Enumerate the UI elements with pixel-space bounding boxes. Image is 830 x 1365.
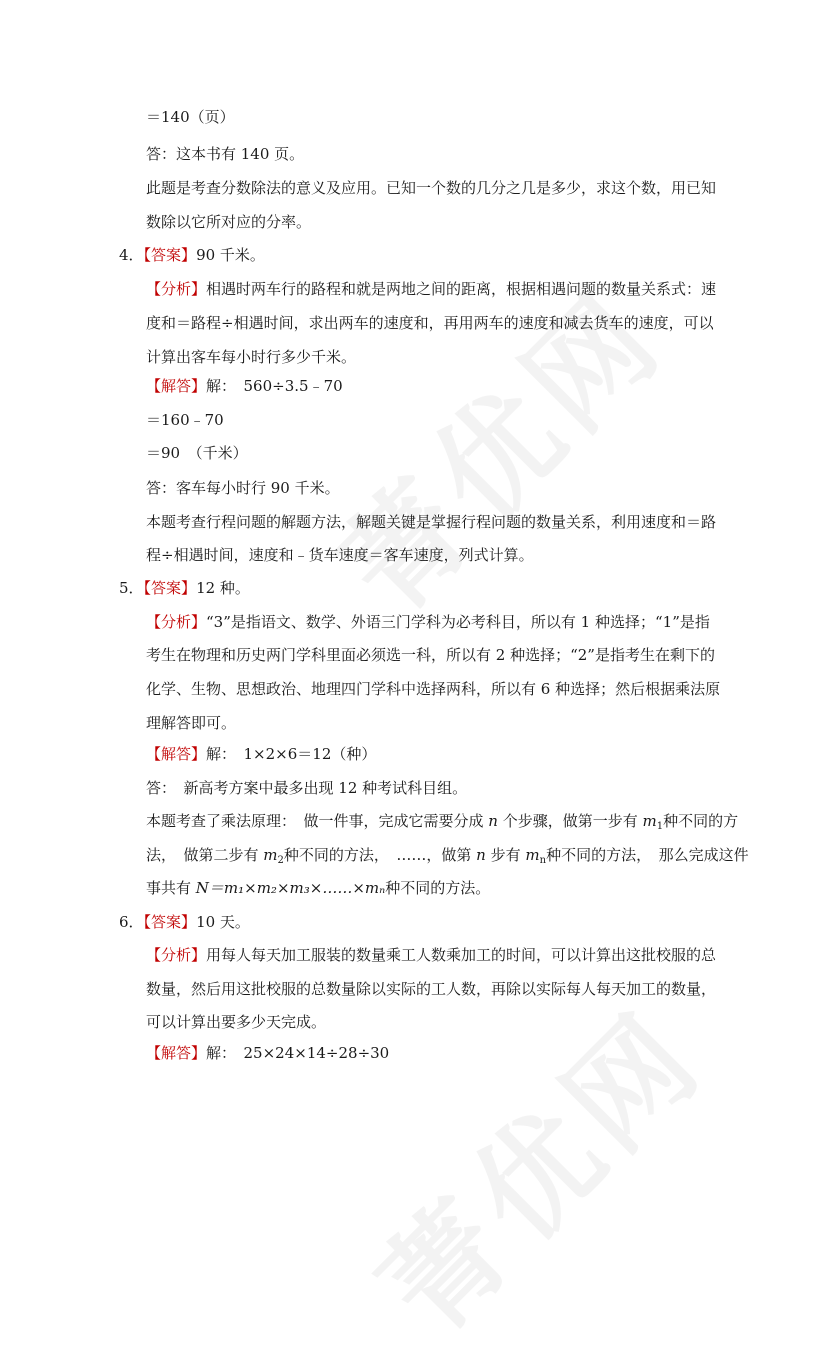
comment-text: 种不同的方	[663, 812, 739, 830]
analysis-tag: 【分析】	[146, 946, 207, 964]
question-number: 4．	[119, 246, 144, 264]
analysis-line	[146, 279, 716, 299]
var-N: N	[195, 879, 209, 897]
comment-text: 本题考查了乘法原理： 做一件事，完成它需要分成	[146, 812, 489, 830]
analysis-line: 理解答即可。	[146, 714, 237, 732]
question-4-answer	[119, 245, 265, 265]
comment-line: 此题是考查分数除法的意义及应用。已知一个数的几分之几是多少，求这个数，用已知	[146, 179, 717, 197]
answer-line: 答：这本书有 140 页。	[146, 145, 305, 163]
calc-line: ＝140（页）	[146, 108, 235, 126]
answer-line: 答：客车每小时行 90 千米。	[146, 479, 340, 497]
var-m: m	[525, 846, 540, 864]
answer-tag: 【答案】	[143, 579, 197, 597]
answer-text: 12 种。	[196, 579, 250, 597]
analysis-line: 考生在物理和历史两门学科里面必须选一科，所以有 2 种选择；“2”是指考生在剩下的	[146, 646, 715, 664]
solution-tag: 【解答】	[146, 745, 207, 763]
comment-text: 事共有	[146, 879, 196, 897]
var-n: n	[488, 812, 498, 830]
answer-tag: 【答案】	[143, 246, 197, 264]
comment-line	[146, 845, 749, 871]
comment-line: 程÷相遇时间，速度和﹣货车速度＝客车速度，列式计算。	[146, 546, 534, 564]
question-5-answer	[119, 578, 250, 598]
analysis-line: 化学、生物、思想政治、地理四门学科中选择两科，所以有 6 种选择；然后根据乘法原	[146, 680, 721, 698]
solution-line	[146, 376, 343, 396]
analysis-line: 数量，然后用这批校服的总数量除以实际的工人数，再除以实际每人每天加工的数量，	[146, 980, 717, 998]
watermark-bottom	[336, 967, 733, 1364]
comment-line: 数除以它所对应的分率。	[146, 213, 312, 231]
solution-line	[146, 744, 376, 764]
comment-text: 种不同的方法， 那么完成这件	[546, 846, 749, 864]
analysis-tag: 【分析】	[146, 280, 207, 298]
analysis-tag: 【分析】	[146, 613, 207, 631]
comment-text: 个步骤，做第一步有	[497, 812, 643, 830]
formula: ＝m₁×m₂×m₃×……×mₙ	[208, 879, 386, 897]
solution-line: ＝160﹣70	[146, 411, 224, 429]
comment-text: 种不同的方法。	[385, 879, 491, 897]
analysis-text: “3”是指语文、数学、外语三门学科为必考科目，所以有 1 种选择；“1”是指	[206, 613, 710, 631]
subscript: 1	[656, 821, 664, 832]
answer-line: 答： 新高考方案中最多出现 12 种考试科目组。	[146, 779, 468, 797]
question-6-answer	[119, 912, 250, 932]
solution-text: 解： 560÷3.5﹣70	[206, 377, 343, 395]
solution-text: 解： 1×2×6＝12（种）	[206, 745, 377, 763]
solution-text: 解： 25×24×14÷28÷30	[206, 1044, 390, 1062]
question-number: 6．	[119, 913, 144, 931]
answer-text: 90 千米。	[196, 246, 265, 264]
var-n: n	[476, 846, 486, 864]
subscript: 2	[277, 855, 284, 866]
analysis-text: 相遇时两车行的路程和就是两地之间的距离，根据相遇问题的数量关系式：速	[206, 280, 717, 298]
analysis-line: 计算出客车每小时行多少千米。	[146, 348, 357, 366]
solution-tag: 【解答】	[146, 377, 207, 395]
comment-line	[146, 811, 738, 837]
var-m: m	[642, 812, 657, 830]
analysis-line	[146, 612, 710, 632]
comment-line	[146, 878, 490, 898]
solution-line: ＝90 （千米）	[146, 444, 248, 462]
analysis-line: 可以计算出要多少天完成。	[146, 1013, 327, 1031]
comment-text: 步有	[485, 846, 526, 864]
answer-text: 10 天。	[196, 913, 250, 931]
analysis-text: 用每人每天加工服装的数量乘工人数乘加工的时间，可以计算出这批校服的总	[206, 946, 717, 964]
comment-text: 种不同的方法， ……，做第	[283, 846, 477, 864]
solution-tag: 【解答】	[146, 1044, 207, 1062]
comment-line: 本题考查行程问题的解题方法，解题关键是掌握行程问题的数量关系，利用速度和＝路	[146, 513, 717, 531]
comment-text: 法， 做第二步有	[146, 846, 264, 864]
analysis-line: 度和＝路程÷相遇时间，求出两车的速度和，再用两车的速度和减去货车的速度，可以	[146, 314, 714, 332]
solution-line	[146, 1043, 389, 1063]
analysis-line	[146, 945, 716, 965]
var-m: m	[263, 846, 278, 864]
subscript: n	[539, 855, 547, 866]
watermark	[296, 247, 693, 644]
question-number: 5．	[119, 579, 144, 597]
answer-tag: 【答案】	[143, 913, 197, 931]
